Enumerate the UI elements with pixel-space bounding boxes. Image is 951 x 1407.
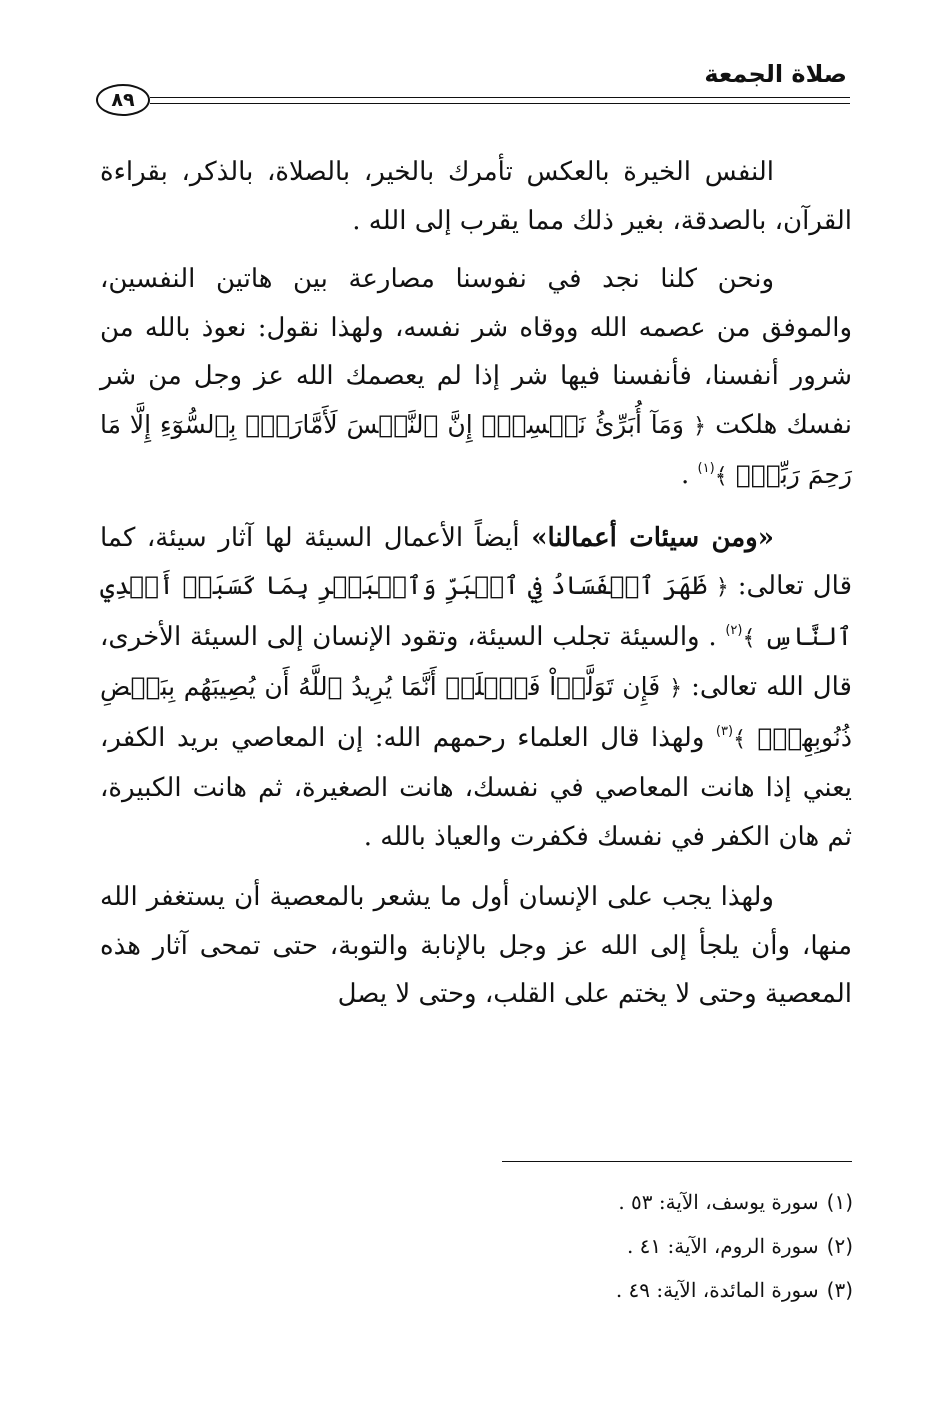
quran-close-bracket: ﴾ bbox=[733, 726, 746, 752]
footnote-1 bbox=[153, 1180, 853, 1224]
footnotes bbox=[153, 1180, 853, 1312]
quran-close-bracket: ﴾ bbox=[742, 625, 756, 651]
paragraph-3 bbox=[100, 514, 852, 862]
running-header-title: صلاة الجمعة bbox=[704, 60, 847, 88]
main-text bbox=[100, 148, 852, 1019]
paragraph-2-end: . bbox=[681, 460, 690, 490]
footnote-number: (١) bbox=[826, 1190, 853, 1214]
quran-close-bracket: ﴾ bbox=[714, 464, 728, 489]
footnote-separator bbox=[502, 1161, 852, 1162]
footnote-number: (٢) bbox=[826, 1234, 853, 1258]
paragraph-1: النفس الخيرة بالعكس تأمرك بالخير، بالصلاة، بالذكر، بقراءة القرآن، بالصدقة، بغير ذلك مما يقرب إلى الله . bbox=[100, 157, 852, 236]
page-number: ٨٩ bbox=[111, 89, 135, 111]
paragraph-3-text-2: . والسيئة تجلب السيئة، وتقود الإنسان إلى السيئة الأخرى، قال الله تعالى: bbox=[100, 621, 852, 702]
quran-verse-yusuf: وَمَآ أُبَرِّئُ نَفۡسِيٓۚ إِنَّ ٱلنَّفۡسَ لَأَمَّارَةُۢ بِٱلسُّوٓءِ إِلَّا مَا رَحِمَ رَبِّيٓۚ bbox=[100, 409, 852, 489]
footnote-text: سورة يوسف، الآية: ٥٣ . bbox=[618, 1190, 819, 1214]
quran-open-bracket: ﴿ bbox=[693, 413, 706, 439]
footnote-3 bbox=[153, 1268, 853, 1312]
header-rule-top bbox=[150, 97, 850, 98]
quran-verse-maidah: فَإِن تَوَلَّوۡاْ فَٱعۡلَمۡ أَنَّمَا يُرِيدُ ٱللَّهُ أَن يُصِيبَهُم بِبَعۡضِ ذُنُوبِهِمۡۗ bbox=[100, 672, 852, 752]
quran-open-bracket: ﴿ bbox=[715, 575, 729, 600]
paragraph-2 bbox=[100, 255, 852, 502]
header-rule-bottom bbox=[150, 103, 850, 104]
quran-open-bracket: ﴿ bbox=[669, 676, 683, 701]
footnote-2 bbox=[153, 1224, 853, 1268]
paragraph-3-text-3: ولهذا قال العلماء رحمهم الله: إن المعاصي بريد الكفر، يعني إذا هانت المعاصي في نفسك، هانت الصغيرة، ثم هانت الكبيرة، ثم هان الكفر في نفسك فكفرت والعياذ بالله . bbox=[100, 722, 852, 852]
footnote-text: سورة الروم، الآية: ٤١ . bbox=[626, 1234, 819, 1258]
quran-verse-rum: ظَهَرَ ٱلۡفَسَادُ فِي ٱلۡبَرِّ وَٱلۡبَحۡرِ بِمَا كَسَبَتۡ أَيۡدِي ٱلنَّاسِ bbox=[100, 571, 852, 651]
page-number-badge bbox=[96, 84, 150, 116]
footnote-ref-2: (٢) bbox=[725, 622, 743, 638]
quoted-phrase: «ومن سيئات أعمالنا» bbox=[531, 522, 774, 553]
paragraph-2-text: ونحن كلنا نجد في نفوسنا مصارعة بين هاتين النفسين، والموفق من عصمه الله ووقاه شر نفسه، ولهذا نقول: نعوذ بالله من شرور أنفسنا، فأنفسنا فيها شر إذا لم يعصمك الله عز وجل من شر نفسك هلكت bbox=[100, 264, 852, 440]
footnote-text: سورة المائدة، الآية: ٤٩ . bbox=[615, 1278, 819, 1302]
footnote-ref-3: (٣) bbox=[715, 723, 734, 739]
paragraph-3-text-1: أيضاً الأعمال السيئة لها آثار سيئة، كما قال تعالى: bbox=[100, 522, 853, 601]
footnote-number: (٣) bbox=[826, 1278, 853, 1302]
footnote-ref-1: (١) bbox=[697, 461, 715, 476]
paragraph-4: ولهذا يجب على الإنسان أول ما يشعر بالمعصية أن يستغفر الله منها، وأن يلجأ إلى الله عز وجل بالإنابة والتوبة، حتى تمحى آثار هذه المعصية وحتى لا يختم على القلب، وحتى لا يصل bbox=[100, 882, 852, 1009]
